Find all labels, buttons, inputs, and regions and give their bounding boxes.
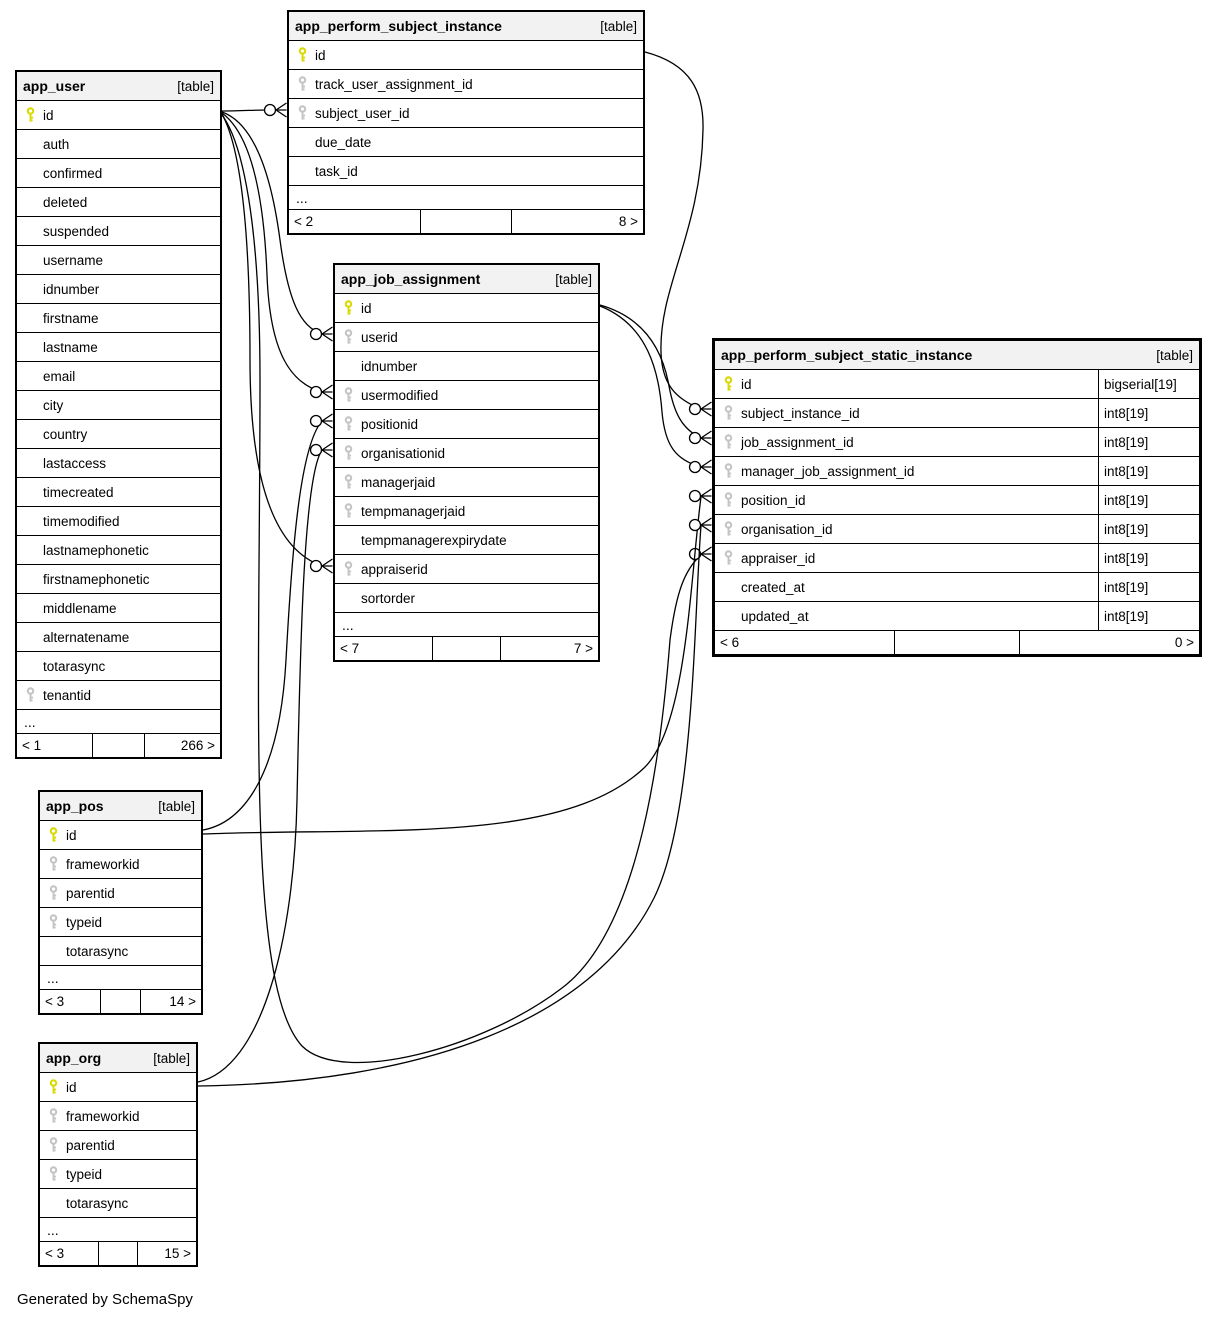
table-footer: [40, 1241, 196, 1265]
foreign-key-icon: [48, 885, 59, 901]
column-row-tenantid: [17, 680, 220, 709]
column-name: due_date: [315, 134, 372, 150]
column-row-typeid: [40, 907, 201, 936]
foreign-key-icon: [48, 1108, 59, 1124]
column-row-idnumber: [17, 274, 220, 303]
foreign-key-icon: [25, 687, 36, 703]
column-name: usermodified: [361, 387, 439, 403]
primary-key-icon: [297, 47, 308, 63]
column-type: int8[19]: [1098, 602, 1199, 630]
key-cell: [715, 521, 741, 537]
table-header[interactable]: [40, 792, 201, 820]
key-cell: [715, 463, 741, 479]
key-cell: [715, 434, 741, 450]
column-row-id: [17, 100, 220, 129]
column-name: userid: [361, 329, 398, 345]
key-cell: [335, 503, 361, 519]
more-columns-indicator: ...: [289, 185, 643, 209]
table-name: app_job_assignment: [341, 271, 481, 287]
foreign-key-icon: [723, 434, 734, 450]
column-type: int8[19]: [1098, 573, 1199, 601]
column-row-due_date: [289, 127, 643, 156]
column-name: id: [66, 1079, 77, 1095]
column-row-frameworkid: [40, 1101, 196, 1130]
column-name: username: [43, 252, 104, 268]
zero-or-many-circle: [311, 561, 322, 572]
table-name: app_pos: [46, 798, 104, 814]
column-name: frameworkid: [66, 856, 140, 872]
table-footer: [17, 733, 220, 757]
column-name: positionid: [361, 416, 419, 432]
column-name: task_id: [315, 163, 358, 179]
key-cell: [40, 1079, 66, 1095]
column-name: parentid: [66, 885, 115, 901]
column-row-city: [17, 390, 220, 419]
foreign-key-icon: [343, 474, 354, 490]
foreign-key-icon: [343, 329, 354, 345]
parent-relationship-count: < 3: [45, 1246, 65, 1261]
more-columns-indicator: ...: [40, 1217, 196, 1241]
column-type: int8[19]: [1098, 544, 1199, 572]
column-name: organisation_id: [741, 521, 833, 537]
table-app_perform_subject_static_instance[interactable]: [712, 338, 1202, 657]
column-name: appraiserid: [361, 561, 428, 577]
table-header[interactable]: [17, 72, 220, 100]
key-cell: [17, 687, 43, 703]
column-name: id: [741, 376, 752, 392]
crowfoot-icon: [322, 414, 333, 428]
key-cell: [40, 856, 66, 872]
zero-or-many-circle: [265, 105, 276, 116]
table-type-tag: [table]: [600, 18, 637, 34]
column-type: int8[19]: [1098, 399, 1199, 427]
key-cell: [289, 47, 315, 63]
column-row-auth: [17, 129, 220, 158]
column-row-timemodified: [17, 506, 220, 535]
parent-relationship-count: < 1: [22, 738, 42, 753]
column-row-parentid: [40, 878, 201, 907]
table-app_perform_subject_instance[interactable]: [287, 10, 645, 235]
more-columns-indicator: ...: [40, 965, 201, 989]
key-cell: [40, 885, 66, 901]
column-name: suspended: [43, 223, 110, 239]
column-name: lastnamephonetic: [43, 542, 149, 558]
column-name: totarasync: [66, 943, 129, 959]
table-app_job_assignment[interactable]: [333, 263, 600, 662]
zero-or-many-circle: [690, 462, 701, 473]
column-row-firstnamephonetic: [17, 564, 220, 593]
column-row-lastname: [17, 332, 220, 361]
table-header[interactable]: [289, 12, 643, 40]
column-row-suspended: [17, 216, 220, 245]
table-header[interactable]: [40, 1044, 196, 1072]
column-name: timecreated: [43, 484, 114, 500]
more-columns-indicator: ...: [17, 709, 220, 733]
column-row-totarasync: [17, 651, 220, 680]
column-row-task_id: [289, 156, 643, 185]
foreign-key-icon: [48, 856, 59, 872]
column-name: position_id: [741, 492, 806, 508]
column-name: email: [43, 368, 76, 384]
table-footer: [715, 630, 1199, 654]
footer-middle-cell: [894, 631, 1020, 654]
table-type-tag: [table]: [153, 1050, 190, 1066]
column-row-usermodified: [335, 380, 598, 409]
column-name: alternatename: [43, 629, 130, 645]
edge-curve: [222, 110, 266, 111]
column-name: country: [43, 426, 88, 442]
column-name: tempmanagerjaid: [361, 503, 466, 519]
crowfoot-icon: [701, 547, 712, 561]
child-relationship-count: 8 >: [618, 214, 638, 229]
foreign-key-icon: [723, 550, 734, 566]
table-type-tag: [table]: [158, 798, 195, 814]
key-cell: [40, 1137, 66, 1153]
column-row-alternatename: [17, 622, 220, 651]
edge-curve: [600, 305, 701, 438]
column-name: firstnamephonetic: [43, 571, 150, 587]
table-type-tag: [table]: [1156, 347, 1193, 363]
crowfoot-icon: [276, 103, 287, 117]
zero-or-many-circle: [690, 491, 701, 502]
column-name: id: [66, 827, 77, 843]
zero-or-many-circle: [311, 416, 322, 427]
relationship-edge-11: [645, 52, 712, 416]
parent-relationship-count: < 3: [45, 994, 65, 1009]
column-name: auth: [43, 136, 70, 152]
column-row-sortorder: [335, 583, 598, 612]
primary-key-icon: [25, 107, 36, 123]
foreign-key-icon: [343, 561, 354, 577]
primary-key-icon: [48, 1079, 59, 1095]
column-name: typeid: [66, 914, 103, 930]
key-cell: [40, 1108, 66, 1124]
column-name: totarasync: [43, 658, 106, 674]
generator-credit: Generated by SchemaSpy: [17, 1291, 193, 1308]
column-row-created_at: [715, 572, 1199, 601]
crowfoot-icon: [701, 402, 712, 416]
column-name: id: [43, 107, 54, 123]
primary-key-icon: [48, 827, 59, 843]
column-name: updated_at: [741, 608, 809, 624]
foreign-key-icon: [48, 1166, 59, 1182]
table-app_org[interactable]: [38, 1042, 198, 1267]
key-cell: [715, 492, 741, 508]
child-relationship-count: 15 >: [164, 1246, 191, 1261]
child-relationship-count: 0 >: [1174, 635, 1194, 650]
relationship-edge-0: [222, 103, 287, 117]
foreign-key-icon: [343, 503, 354, 519]
child-relationship-count: 266 >: [180, 738, 215, 753]
table-type-tag: [table]: [177, 78, 214, 94]
column-row-userid: [335, 322, 598, 351]
foreign-key-icon: [723, 405, 734, 421]
column-row-position_id: [715, 485, 1199, 514]
column-name: lastname: [43, 339, 98, 355]
foreign-key-icon: [343, 387, 354, 403]
edge-curve: [645, 52, 703, 409]
foreign-key-icon: [297, 105, 308, 121]
crowfoot-icon: [322, 443, 333, 457]
column-row-subject_user_id: [289, 98, 643, 127]
column-name: middlename: [43, 600, 117, 616]
column-row-country: [17, 419, 220, 448]
edge-curve: [600, 306, 701, 467]
column-row-middlename: [17, 593, 220, 622]
crowfoot-icon: [701, 431, 712, 445]
key-cell: [335, 416, 361, 432]
column-name: id: [361, 300, 372, 316]
key-cell: [715, 405, 741, 421]
column-row-tempmanagerjaid: [335, 496, 598, 525]
column-name: track_user_assignment_id: [315, 76, 473, 92]
column-name: typeid: [66, 1166, 103, 1182]
foreign-key-icon: [343, 416, 354, 432]
crowfoot-icon: [322, 559, 333, 573]
zero-or-many-circle: [690, 520, 701, 531]
key-cell: [289, 76, 315, 92]
key-cell: [40, 914, 66, 930]
column-row-appraiser_id: [715, 543, 1199, 572]
foreign-key-icon: [48, 914, 59, 930]
table-footer: [335, 636, 598, 660]
footer-middle-cell: [98, 1242, 139, 1265]
column-row-totarasync: [40, 936, 201, 965]
more-columns-indicator: ...: [335, 612, 598, 636]
foreign-key-icon: [297, 76, 308, 92]
crowfoot-icon: [701, 460, 712, 474]
footer-middle-cell: [100, 990, 142, 1013]
column-row-organisationid: [335, 438, 598, 467]
column-row-job_assignment_id: [715, 427, 1199, 456]
table-name: app_perform_subject_static_instance: [721, 347, 973, 363]
column-row-id: [715, 369, 1199, 398]
column-type: int8[19]: [1098, 486, 1199, 514]
table-header[interactable]: [715, 341, 1199, 369]
column-name: organisationid: [361, 445, 446, 461]
column-row-email: [17, 361, 220, 390]
key-cell: [289, 105, 315, 121]
column-row-firstname: [17, 303, 220, 332]
key-cell: [335, 300, 361, 316]
column-name: subject_instance_id: [741, 405, 860, 421]
column-name: subject_user_id: [315, 105, 410, 121]
crowfoot-icon: [322, 327, 333, 341]
column-row-track_user_assignment_id: [289, 69, 643, 98]
column-row-id: [40, 1072, 196, 1101]
key-cell: [715, 550, 741, 566]
column-row-frameworkid: [40, 849, 201, 878]
column-type: int8[19]: [1098, 515, 1199, 543]
footer-middle-cell: [432, 637, 500, 660]
column-row-subject_instance_id: [715, 398, 1199, 427]
crowfoot-icon: [701, 518, 712, 532]
column-row-idnumber: [335, 351, 598, 380]
column-type: int8[19]: [1098, 428, 1199, 456]
column-name: job_assignment_id: [741, 434, 854, 450]
column-name: confirmed: [43, 165, 103, 181]
parent-relationship-count: < 7: [340, 641, 360, 656]
parent-relationship-count: < 2: [294, 214, 314, 229]
footer-middle-cell: [92, 734, 145, 757]
table-footer: [40, 989, 201, 1013]
foreign-key-icon: [48, 1137, 59, 1153]
column-name: city: [43, 397, 64, 413]
table-type-tag: [table]: [555, 271, 592, 287]
table-app_pos[interactable]: [38, 790, 203, 1015]
key-cell: [335, 387, 361, 403]
table-name: app_user: [23, 78, 86, 94]
zero-or-many-circle: [690, 404, 701, 415]
table-name: app_perform_subject_instance: [295, 18, 502, 34]
column-name: frameworkid: [66, 1108, 140, 1124]
column-name: idnumber: [43, 281, 100, 297]
table-name: app_org: [46, 1050, 102, 1066]
column-name: parentid: [66, 1137, 115, 1153]
foreign-key-icon: [723, 463, 734, 479]
column-name: managerjaid: [361, 474, 436, 490]
column-row-totarasync: [40, 1188, 196, 1217]
column-name: manager_job_assignment_id: [741, 463, 915, 479]
foreign-key-icon: [723, 492, 734, 508]
primary-key-icon: [723, 376, 734, 392]
column-row-parentid: [40, 1130, 196, 1159]
crowfoot-icon: [322, 385, 333, 399]
key-cell: [335, 329, 361, 345]
foreign-key-icon: [343, 445, 354, 461]
column-row-confirmed: [17, 158, 220, 187]
column-name: idnumber: [361, 358, 418, 374]
column-row-id: [40, 820, 201, 849]
column-row-positionid: [335, 409, 598, 438]
column-name: timemodified: [43, 513, 120, 529]
key-cell: [335, 445, 361, 461]
column-type: bigserial[19]: [1098, 370, 1199, 398]
column-name: totarasync: [66, 1195, 129, 1211]
child-relationship-count: 14 >: [169, 994, 196, 1009]
column-row-updated_at: [715, 601, 1199, 630]
column-row-lastaccess: [17, 448, 220, 477]
crowfoot-icon: [701, 489, 712, 503]
column-row-managerjaid: [335, 467, 598, 496]
table-footer: [289, 209, 643, 233]
table-header[interactable]: [335, 265, 598, 293]
child-relationship-count: 7 >: [573, 641, 593, 656]
relationship-edge-10: [600, 306, 712, 474]
column-row-username: [17, 245, 220, 274]
column-name: tempmanagerexpirydate: [361, 532, 507, 548]
column-type: int8[19]: [1098, 457, 1199, 485]
key-cell: [715, 376, 741, 392]
primary-key-icon: [343, 300, 354, 316]
zero-or-many-circle: [311, 387, 322, 398]
zero-or-many-circle: [690, 433, 701, 444]
column-row-deleted: [17, 187, 220, 216]
footer-middle-cell: [420, 210, 512, 233]
key-cell: [17, 107, 43, 123]
column-row-timecreated: [17, 477, 220, 506]
parent-relationship-count: < 6: [720, 635, 740, 650]
column-row-appraiserid: [335, 554, 598, 583]
key-cell: [335, 474, 361, 490]
key-cell: [40, 827, 66, 843]
column-name: deleted: [43, 194, 88, 210]
zero-or-many-circle: [311, 329, 322, 340]
column-row-organisation_id: [715, 514, 1199, 543]
column-name: firstname: [43, 310, 99, 326]
column-row-typeid: [40, 1159, 196, 1188]
column-row-manager_job_assignment_id: [715, 456, 1199, 485]
column-row-tempmanagerexpirydate: [335, 525, 598, 554]
key-cell: [40, 1166, 66, 1182]
column-name: created_at: [741, 579, 805, 595]
column-name: appraiser_id: [741, 550, 816, 566]
column-row-id: [335, 293, 598, 322]
key-cell: [335, 561, 361, 577]
column-name: sortorder: [361, 590, 416, 606]
column-name: lastaccess: [43, 455, 107, 471]
foreign-key-icon: [723, 521, 734, 537]
table-app_user[interactable]: [15, 70, 222, 759]
zero-or-many-circle: [311, 445, 322, 456]
column-row-lastnamephonetic: [17, 535, 220, 564]
column-name: tenantid: [43, 687, 92, 703]
column-row-id: [289, 40, 643, 69]
column-name: id: [315, 47, 326, 63]
